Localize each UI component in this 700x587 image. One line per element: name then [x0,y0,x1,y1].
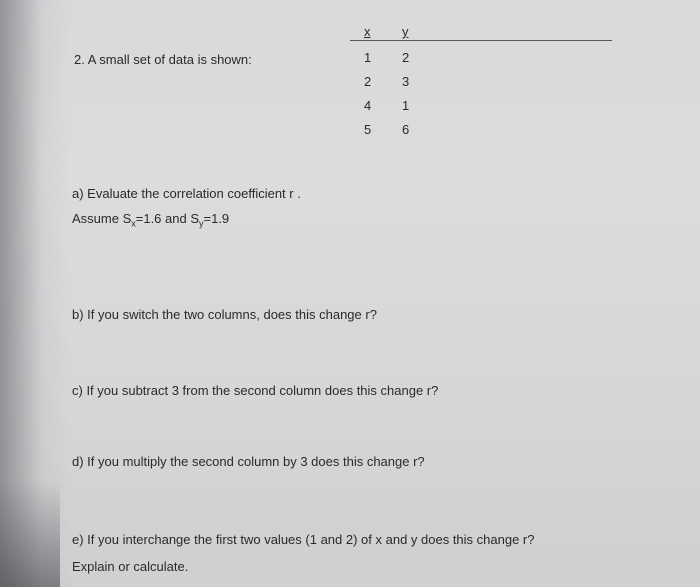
table-header-y: y [402,24,409,39]
question-e-line1: e) If you interchange the first two values (1 and 2) of x and y does this change r? [72,532,535,547]
question-a-line1: a) Evaluate the correlation coefficient r . [72,186,301,201]
table-cell-y: 3 [402,74,410,89]
table-cell-y: 6 [402,122,410,137]
question-c: c) If you subtract 3 from the second column does this change r? [72,383,439,398]
question-b: b) If you switch the two columns, does this change r? [72,307,377,322]
question-d: d) If you multiply the second column by 3 does this change r? [72,454,425,469]
problem-intro: 2. A small set of data is shown: [74,52,252,67]
page-shadow-bottom [0,480,60,587]
table-cell-y: 1 [402,98,410,113]
question-a-line2: Assume $S_x=1.6$ and $S_y=1.9$ [72,211,230,229]
table-header-x: x [364,24,371,39]
table-divider [350,40,612,41]
table-cell-x: 1 [364,50,372,65]
table-cell-x: 4 [364,98,372,113]
table-cell-x: 5 [364,122,372,137]
table-cell-x: 2 [364,74,372,89]
table-cell-y: 2 [402,50,410,65]
question-e-line2: Explain or calculate. [72,559,189,574]
